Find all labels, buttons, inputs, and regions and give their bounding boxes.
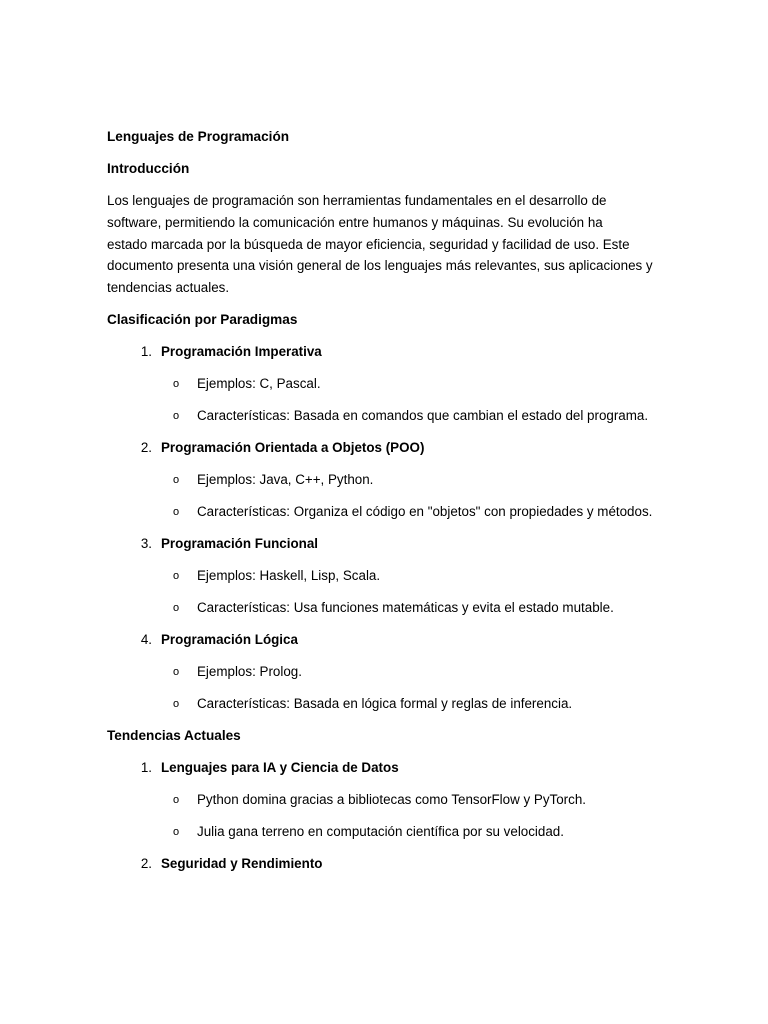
trend-label: Lenguajes para IA y Ciencia de Datos — [161, 759, 399, 775]
bullet-marker: o — [173, 505, 180, 518]
paradigm-item — [107, 341, 687, 363]
list-item-text: Características: Basada en comandos que cambian el estado del programa. — [197, 407, 649, 423]
list-item — [107, 565, 687, 587]
intro-line: estado marcada por la búsqueda de mayor eficiencia, seguridad y facilidad de uso. Este — [107, 236, 630, 252]
bullet-marker: o — [173, 793, 180, 806]
list-item — [107, 469, 687, 491]
list-item — [107, 693, 687, 715]
list-item-text: Julia gana terreno en computación científica por su velocidad. — [197, 823, 564, 839]
list-item — [107, 821, 687, 843]
bullet-marker: o — [173, 377, 180, 390]
list-number: 4. — [140, 631, 152, 647]
paradigm-item — [107, 437, 687, 459]
paradigm-item — [107, 533, 687, 555]
list-item — [107, 597, 687, 619]
list-item-text: Ejemplos: Prolog. — [197, 663, 302, 679]
trend-label: Seguridad y Rendimiento — [161, 855, 323, 871]
intro-heading: Introducción — [107, 161, 190, 176]
list-item-text: Ejemplos: C, Pascal. — [197, 375, 321, 391]
bullet-marker: o — [173, 601, 180, 614]
list-item-text: Python domina gracias a bibliotecas como TensorFlow y PyTorch. — [197, 791, 587, 807]
bullet-marker: o — [173, 665, 180, 678]
list-item-text: Características: Organiza el código en "objetos" con propiedades y métodos. — [197, 503, 653, 519]
intro-paragraph — [107, 190, 687, 299]
list-number: 3. — [140, 535, 152, 551]
list-number: 1. — [140, 343, 152, 359]
intro-line: documento presenta una visión general de los lenguajes más relevantes, sus aplicaciones y — [107, 258, 653, 274]
list-number: 2. — [140, 855, 152, 871]
list-number: 1. — [140, 759, 152, 775]
list-item-text: Ejemplos: Haskell, Lisp, Scala. — [197, 567, 381, 583]
list-item — [107, 405, 687, 427]
trends-heading: Tendencias Actuales — [107, 727, 241, 743]
bullet-marker: o — [173, 473, 180, 486]
list-number: 2. — [140, 439, 152, 455]
document-page — [107, 126, 687, 885]
list-item — [107, 373, 687, 395]
list-item — [107, 661, 687, 683]
list-item-text: Características: Usa funciones matemáticas y evita el estado mutable. — [197, 599, 614, 615]
paradigm-label: Programación Funcional — [161, 535, 318, 551]
trend-item — [107, 757, 687, 779]
bullet-marker: o — [173, 825, 180, 838]
paradigm-label: Programación Lógica — [161, 631, 298, 647]
bullet-marker: o — [173, 569, 180, 582]
list-item-text: Ejemplos: Java, C++, Python. — [197, 471, 374, 487]
paradigms-heading: Clasificación por Paradigmas — [107, 311, 298, 327]
bullet-marker: o — [173, 409, 180, 422]
list-item — [107, 501, 687, 523]
bullet-marker: o — [173, 697, 180, 710]
paradigm-item — [107, 629, 687, 651]
intro-line: software, permitiendo la comunicación entre humanos y máquinas. Su evolución ha — [107, 214, 603, 230]
list-item — [107, 789, 687, 811]
document-title: Lenguajes de Programación — [107, 129, 290, 144]
intro-line: tendencias actuales. — [107, 280, 230, 296]
intro-line: Los lenguajes de programación son herramientas fundamentales en el desarrollo de — [107, 193, 607, 208]
paradigm-label: Programación Imperativa — [161, 343, 322, 359]
paradigm-label: Programación Orientada a Objetos (POO) — [161, 439, 425, 455]
list-item-text: Características: Basada en lógica formal y reglas de inferencia. — [197, 695, 573, 711]
trend-item — [107, 853, 687, 875]
